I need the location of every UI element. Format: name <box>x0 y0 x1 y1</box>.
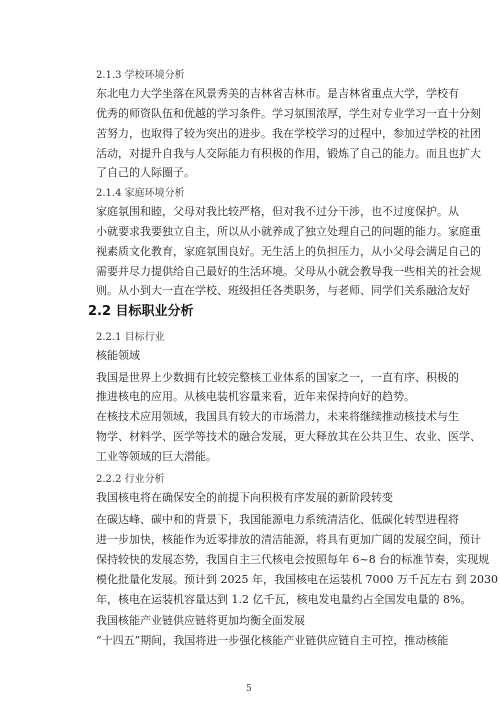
paragraph-line: 东北电力大学坐落在风景秀美的吉林省吉林市。是吉林省重点大学，学校有 <box>96 87 459 100</box>
page-number: 5 <box>246 684 252 694</box>
paragraph-line: 需要并尽力提供给自己最好的生活环境。父母从小就会教导我一些相关的社会规 <box>96 265 481 278</box>
paragraph-line: 则。从小到大一直在学校、班级担任各类职务，与老师、同学们关系融洽友好 <box>96 284 470 297</box>
paragraph-line: 家庭氛围和睦，父母对我比较严格，但对我不过分干涉，也不过度保护。从 <box>96 205 459 218</box>
paragraph-line: 在核技术应用领域，我国具有较大的市场潜力，未来将继续推动核技术与生 <box>96 410 459 423</box>
paragraph-line: 保持较快的发展态势，我国自主三代核电会按照每年 6~8 台的标准节奏，实现规 <box>96 553 490 566</box>
paragraph-line: 小就要求我要独立自主，所以从小就养成了独立处理自己的问题的能力。家庭重 <box>96 225 481 238</box>
paragraph-line: 年，核电在运装机容量达到 1.2 亿千瓦，核电发电量约占全国发电量的 8%。 <box>96 593 472 606</box>
paragraph-line: 活动，对提升自我与人交际能力有积极的作用，锻炼了自己的能力。而且也扩大 <box>96 147 481 160</box>
paragraph-line: 在碳达峰、碳中和的背景下，我国能源电力系统清洁化、低碳化转型进程将 <box>96 513 459 526</box>
paragraph-line: 优秀的师资队伍和优越的学习条件。学习氛围浓厚，学生对专业学习一直十分刻 <box>96 107 481 120</box>
paragraph-line: 工业等领域的巨大潜能。 <box>96 450 217 463</box>
paragraph-line: 模化批量化发展。预计到 2025 年，我国核电在运装机 7000 万千瓦左右 到 2030 <box>96 573 498 586</box>
subsection-label: 核能领域 <box>96 349 140 362</box>
paragraph-line: 了自己的人际圈子。 <box>96 166 195 179</box>
paragraph-line: 视素质文化教育，家庭氛围良好。无生活上的负担压力，从小父母会满足自己的 <box>96 245 481 258</box>
section-heading-2-2: 2.2 目标职业分析 <box>88 304 194 319</box>
paragraph-line: “十四五”期间，我国将进一步强化核能产业链供应链自主可控，推动核能 <box>96 634 449 647</box>
paragraph-line: 推进核电的应用。从核电装机容量来看，近年来保持向好的趋势。 <box>96 390 415 403</box>
subsection-label: 我国核能产业链供应链将更加均衡全面发展 <box>96 614 305 627</box>
section-heading-2-2-2: 2.2.2 行业分析 <box>96 474 165 485</box>
paragraph-line: 苦努力，也取得了较为突出的进步。我在学校学习的过程中，参加过学校的社团 <box>96 127 481 140</box>
paragraph-line: 进一步加快，核能作为近零排放的清洁能源，将具有更加广阔的发展空间，预计 <box>96 533 481 546</box>
paragraph-line: 我国是世界上少数拥有比较完整核工业体系的国家之一，一直有序、积极的 <box>96 371 459 384</box>
section-heading-2-1-3: 2.1.3 学校环境分析 <box>96 70 185 81</box>
section-heading-2-1-4: 2.1.4 家庭环境分析 <box>96 188 185 199</box>
section-heading-2-2-1: 2.2.1 目标行业 <box>96 332 165 343</box>
subsection-label: 我国核电将在确保安全的前提下向积极有序发展的新阶段转变 <box>96 491 393 504</box>
paragraph-line: 物学、材料学、医学等技术的融合发展，更大释放其在公共卫生、农业、医学、 <box>96 430 481 443</box>
